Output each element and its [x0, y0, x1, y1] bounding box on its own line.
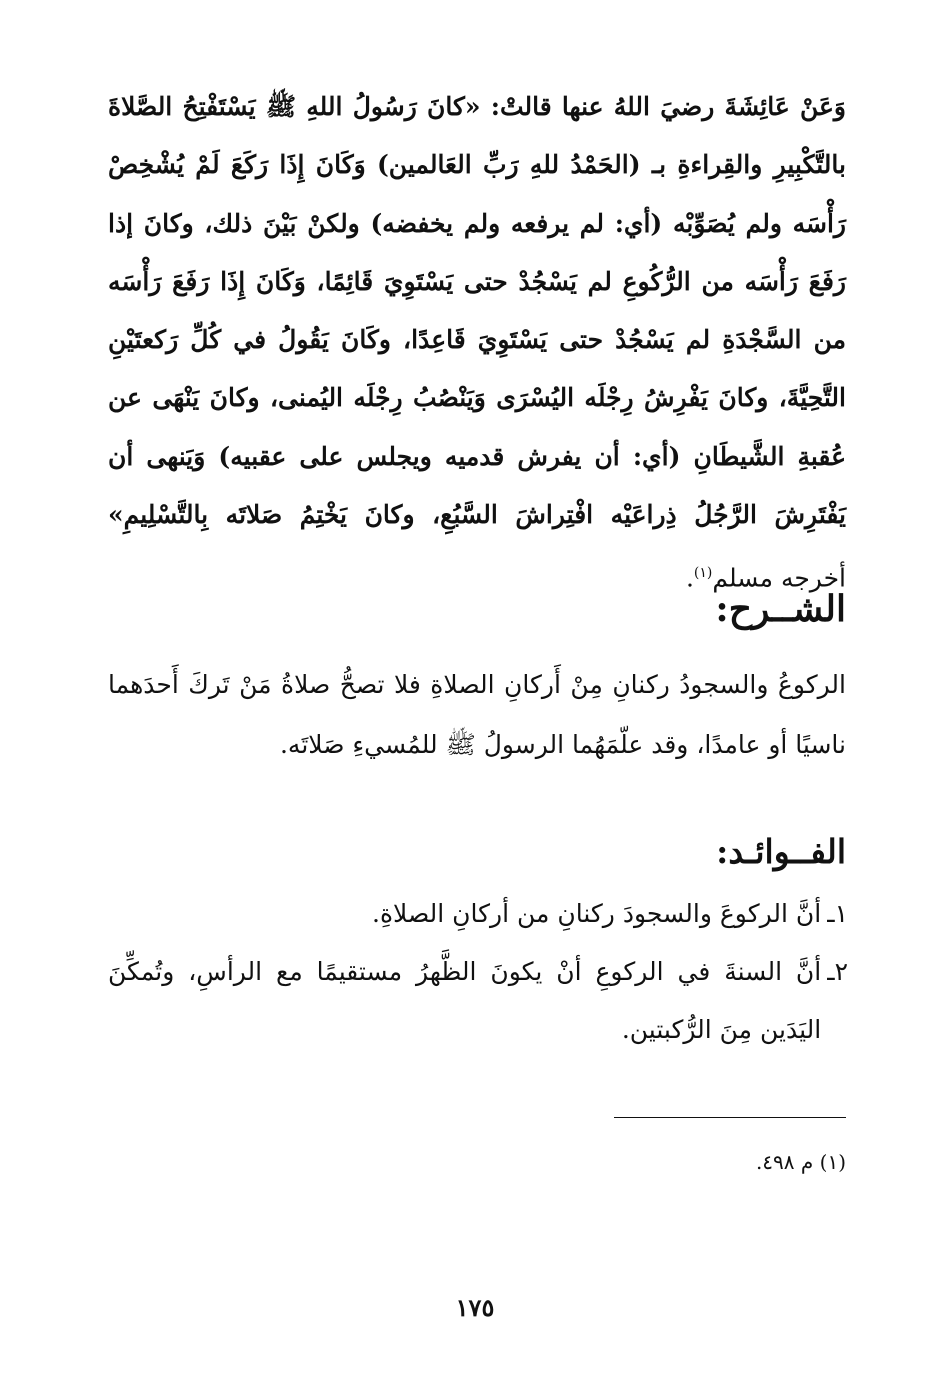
benefit-number: ١ـ [827, 899, 848, 928]
footnote-divider [614, 1117, 846, 1118]
benefits-list [108, 885, 848, 1059]
hadith-source: أخرجه مسلم [712, 563, 846, 593]
fawaid-heading: الفــوائـد: [716, 832, 846, 871]
benefit-item [108, 943, 848, 1059]
benefit-text: أنَّ الركوعَ والسجودَ ركنانِ من أركانِ الصلاةِ. [372, 899, 822, 928]
hadith-end: . [685, 563, 694, 593]
footnote: (١) م ٤٩٨. [755, 1150, 846, 1174]
benefit-item [108, 885, 848, 943]
hadith-paragraph [108, 78, 846, 608]
page-number: ١٧٥ [455, 1293, 495, 1322]
sharh-heading: الشــرح: [715, 588, 846, 630]
footnote-marker: (١) [693, 565, 713, 582]
benefit-number: ٢ـ [827, 957, 848, 986]
sharh-paragraph: الركوعُ والسجودُ ركنانِ مِنْ أَركانِ الصلاةِ فلا تصحُّ صلاةُ مَنْ تَركَ أَحدَهما ناسيًا أو عامدًا، وقد علّمَهُما الرسولُ ﷺ للمُسيءِ صَلاتَه. [108, 670, 846, 759]
benefit-text: أنَّ السنةَ في الركوعِ أنْ يكونَ الظَّهرُ مستقيمًا مع الرأسِ، وتُمكِّنَ اليَدَين مِنَ الرُّكبتين. [108, 957, 822, 1044]
hadith-text: وَعَنْ عَائِشَةَ رضيَ اللهُ عنها قالتْ: «كانَ رَسُولُ اللهِ ﷺ يَسْتَفْتِحُ الصَّلاةَ بالتَّكْبِيرِ والقِراءةِ بـ (الحَمْدُ للهِ رَبِّ العَالمين) وَكَانَ إِذَا رَكَعَ لَمْ يُشْخِصْ رَأْسَه ولم يُصَوِّبْه (أي: لم يرفعه ولم يخفضه) ولكنْ بَيْنَ ذلك، وكانَ إذا رَفَعَ رَأْسَه من الرُّكُوعِ لم يَسْجُدْ حتى يَسْتَوِيَ قَائِمًا، وَكَانَ إِذَا رَفَعَ رَأْسَه من السَّجْدَةِ لم يَسْجُدْ حتى يَسْتَوِيَ قَاعِدًا، وكَانَ يَقُولُ في كُلِّ رَكعتَيْنِ التَّحِيَّةَ، وكانَ يَفْرِشُ رِجْلَه اليُسْرَى وَيَنْصُبُ رِجْلَه اليُمنى، وكانَ يَنْهَى عن عُقبةِ الشَّيطَانِ (أي: أن يفرش قدميه ويجلس على عقبيه) وَيَنهى أن يَفْتَرِشَ الرَّجُلُ ذِراعَيْه افْتِراشَ السَّبُعِ، وكانَ يَخْتِمُ صَلاتَه بِالتَّسْلِيمِ» [108, 92, 846, 530]
